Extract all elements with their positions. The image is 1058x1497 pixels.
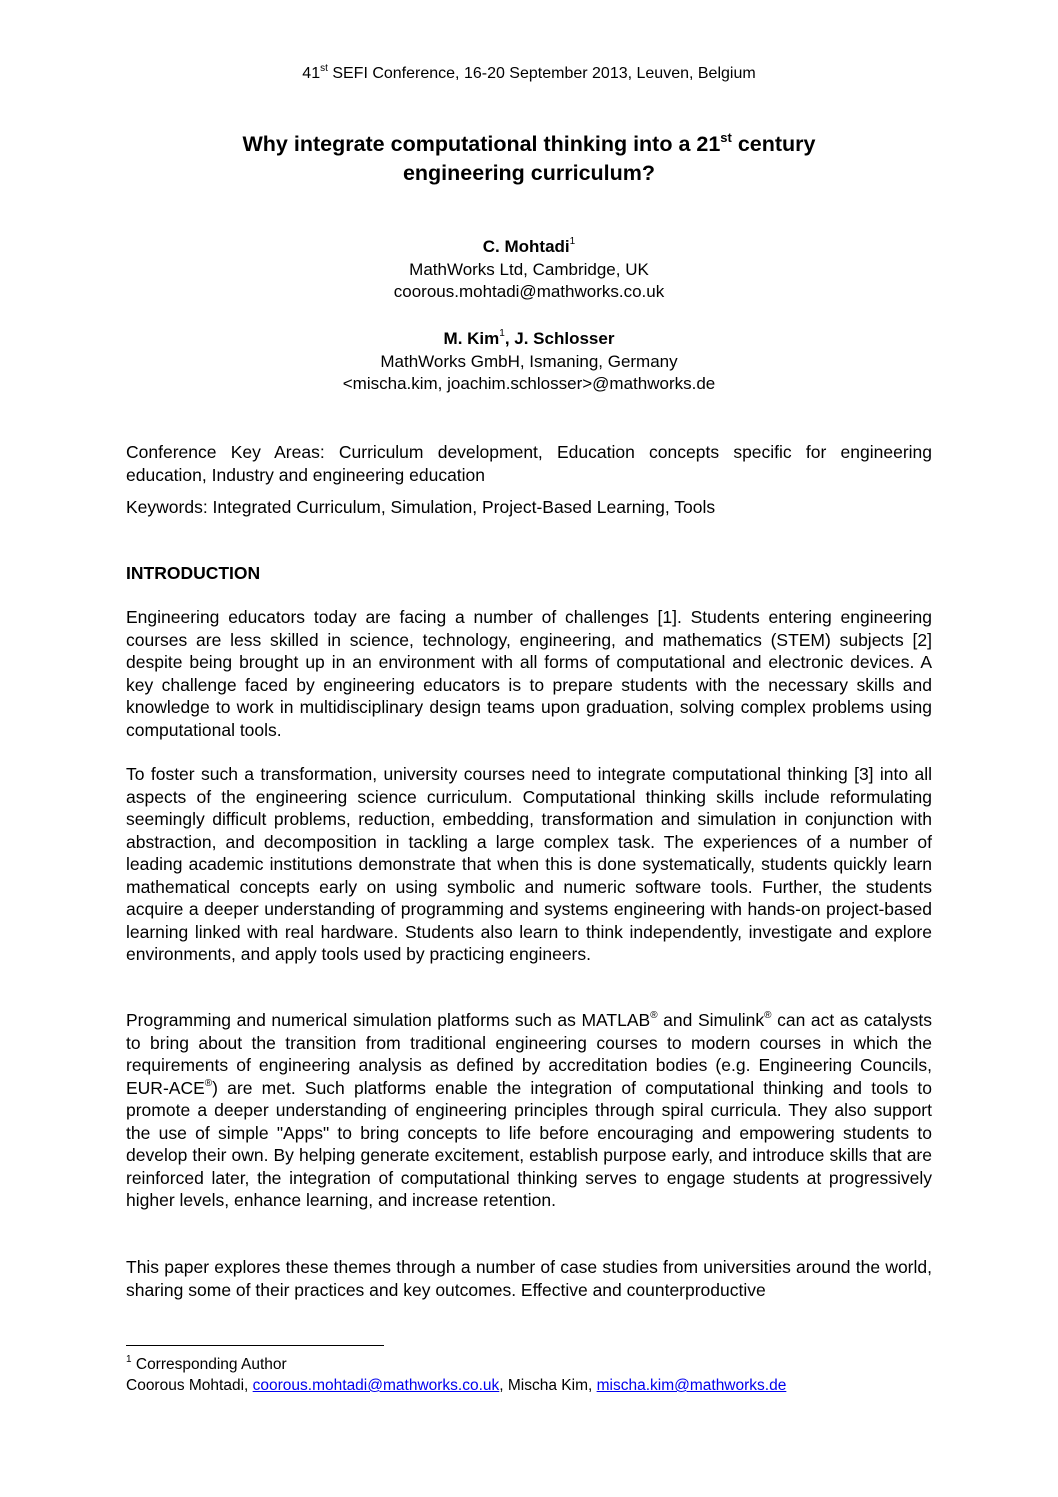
paragraph-text: ) are met. Such platforms enable the integration of computational thinking and tools to promote a deeper understanding of engineering principles through spiral curricula. They also support the use of simple "Apps" to bring concepts to life before encouraging and empowering students to develop their own. By helping generate excitement, establish purpose early, and introduce skills that are reinforced later, the integration of computational thinking serves to engage students at progressively higher levels, enhance learning, and increase retention.	[126, 1077, 932, 1210]
section-heading-introduction: INTRODUCTION	[126, 563, 261, 583]
conference-key-areas: Conference Key Areas: Curriculum development, Education concepts specific for engineering education, Industry and engineering education	[126, 442, 932, 485]
author-email: <mischa.kim, joachim.schlosser>@mathworks.de	[342, 374, 716, 393]
title-ordinal-suffix: st	[720, 129, 732, 145]
conference-header	[0, 64, 1058, 84]
email-link-kim[interactable]: mischa.kim@mathworks.de	[596, 1377, 787, 1394]
author-block-1	[0, 236, 1058, 304]
author-block-2	[0, 328, 1058, 396]
body-paragraph-4: This paper explores these themes through a number of case studies from universities around the world, sharing some of their practices and key outcomes. Effective and counterproductive	[126, 1257, 932, 1300]
body-paragraph-3	[126, 1009, 932, 1212]
registered-mark: ®	[650, 1010, 658, 1022]
title-line1-end: century	[731, 132, 816, 156]
conference-ordinal: 41	[302, 65, 321, 82]
title-line1-start: Why integrate computational thinking into a 21	[242, 132, 721, 156]
footnote-mark: 1	[126, 1353, 132, 1365]
author-footnote-mark: 1	[499, 328, 505, 340]
author-affiliation: MathWorks GmbH, Ismaning, Germany	[380, 351, 678, 371]
registered-mark: ®	[764, 1010, 772, 1022]
author-footnote-mark: 1	[569, 236, 576, 248]
conference-details: SEFI Conference, 16-20 September 2013, Leuven, Belgium	[327, 65, 756, 82]
footnote-label: Corresponding Author	[131, 1356, 287, 1373]
conference-ordinal-suffix: st	[320, 62, 328, 74]
paper-title	[126, 130, 932, 188]
paragraph-text: can act as catalysts to bring about the transition from traditional engineering courses to modern courses in which the requirements of engineering analysis as defined by accreditation bodies (e.g. Engineering Councils, EUR-ACE	[126, 1010, 932, 1098]
email-link-mohtadi[interactable]: coorous.mohtadi@mathworks.co.uk	[252, 1377, 500, 1394]
footnote-text: Coorous Mohtadi,	[126, 1377, 253, 1394]
body-paragraph-2: To foster such a transformation, university courses need to integrate computational thinking [3] into all aspects of the engineering science curriculum. Computational thinking skills include reformulating seemingly difficult problems, reduction, embedding, transformation and simulation in conjunction with abstraction, and decomposition in tackling a large complex task. The experiences of a number of leading academic institutions demonstrate that when this is done systematically, students quickly learn mathematical concepts early on using symbolic and numeric software tools. Further, the students acquire a deeper understanding of programming and systems engineering with hands-on project-based learning linked with real hardware. Students also learn to think independently, investigate and explore environments, and apply tools used by practicing engineers.	[126, 764, 932, 964]
author-name: M. Kim	[443, 329, 500, 348]
author-email: coorous.mohtadi@mathworks.co.uk	[393, 282, 665, 301]
footnote-divider	[126, 1345, 384, 1346]
body-paragraph-1: Engineering educators today are facing a number of challenges [1]. Students entering engineering courses are less skilled in science, technology, engineering, and mathematics (STEM) subjects [2] despite being brought up in an environment with all forms of computational and electronic devices. A key challenge faced by engineering educators is to prepare students with the necessary skills and knowledge to work in multidisciplinary design teams upon graduation, solving complex problems using computational tools.	[126, 607, 932, 740]
author-name-second: , J. Schlosser	[504, 329, 615, 348]
keywords: Keywords: Integrated Curriculum, Simulation, Project-Based Learning, Tools	[126, 497, 716, 517]
registered-mark: ®	[204, 1077, 213, 1089]
footnote	[126, 1354, 932, 1396]
footnote-text: , Mischa Kim,	[499, 1377, 597, 1394]
title-line2: engineering curriculum?	[402, 161, 656, 185]
paragraph-text: Programming and numerical simulation platforms such as MATLAB	[126, 1010, 651, 1030]
paragraph-text: and Simulink	[657, 1010, 765, 1030]
author-affiliation: MathWorks Ltd, Cambridge, UK	[409, 259, 649, 279]
author-name: C. Mohtadi	[482, 237, 570, 256]
